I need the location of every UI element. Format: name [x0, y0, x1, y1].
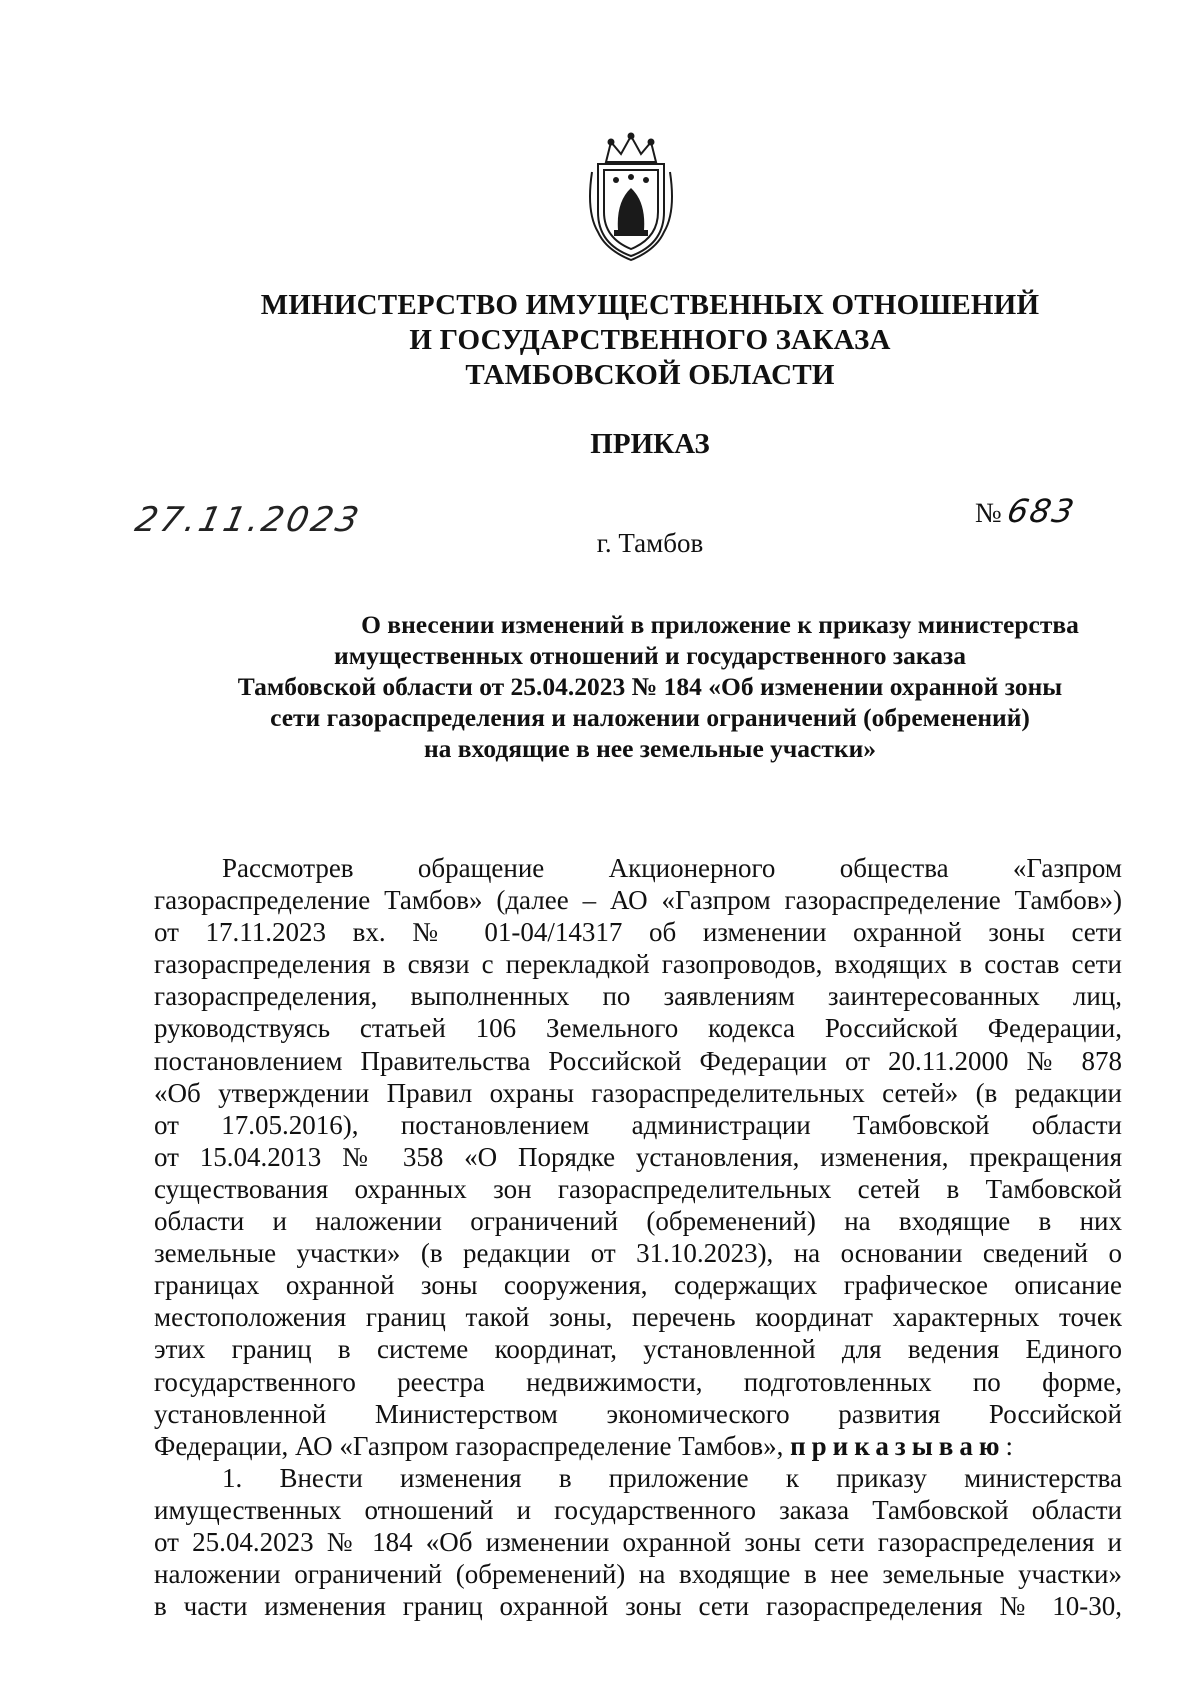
body-line: от 17.11.2023 вх. № 01-04/14317 об изменении охранной зоны сети	[154, 917, 1122, 948]
body-line: земельные участки» (в редакции от 31.10.2023), на основании сведений о	[154, 1238, 1122, 1269]
body-line: постановлением Правительства Российской Федерации от 20.11.2000 № 878	[154, 1045, 1122, 1076]
item-1-line: 1. Внести изменения в приложение к приказу министерства	[222, 1462, 1122, 1493]
heading-line: на входящие в нее земельные участки»	[423, 734, 877, 763]
item-1-line: наложении ограничений (обременений) на входящие в нее земельные участки»	[154, 1559, 1122, 1590]
city: г. Тамбов	[596, 528, 704, 558]
body-line: газораспределения, выполненных по заявлениям заинтересованных лиц,	[154, 981, 1122, 1012]
document-date: 27.11.2023	[131, 500, 365, 540]
number-value: 683	[1003, 492, 1079, 530]
body-line: «Об утверждении Правил охраны газораспределительных сетей» (в редакции	[154, 1077, 1122, 1108]
document-number	[975, 492, 1079, 530]
body-line: установленной Министерством экономического развития Российской	[154, 1398, 1122, 1429]
item-1-line: в части изменения границ охранной зоны сети газораспределения № 10-30,	[154, 1591, 1122, 1622]
body-line: области и наложении ограничений (обременений) на входящие в них	[154, 1206, 1122, 1237]
ministry-name-line: И ГОСУДАРСТВЕННОГО ЗАКАЗА	[409, 324, 891, 356]
order-keyword-suffix: :	[1005, 1430, 1014, 1461]
body-line: от 17.05.2016), постановлением администрации Тамбовской области	[154, 1109, 1122, 1140]
document-heading	[150, 609, 1150, 764]
body-line: руководствуясь статьей 106 Земельного кодекса Российской Федерации,	[154, 1013, 1122, 1044]
item-1-line: имущественных отношений и государственного заказа Тамбовской области	[154, 1494, 1122, 1525]
body-line: местоположения границ такой зоны, перечень координат характерных точек	[154, 1302, 1122, 1333]
heading-line: Тамбовской области от 25.04.2023 № 184 «Об изменении охранной зоны	[237, 672, 1063, 701]
body-line-order-clause	[154, 1430, 1122, 1462]
heading-line: О внесении изменений в приложение к приказу министерства	[361, 610, 1079, 639]
body-line: границах охранной зоны сооружения, содержащих графическое описание	[154, 1270, 1122, 1301]
body-line: существования охранных зон газораспределительных сетей в Тамбовской	[154, 1173, 1122, 1204]
body-line: газораспределение Тамбов» (далее – АО «Газпром газораспределение Тамбов»)	[154, 885, 1122, 916]
coat-of-arms-icon	[576, 132, 686, 262]
body-line: газораспределения в связи с перекладкой газопроводов, входящих в состав сети	[154, 949, 1122, 980]
ministry-name-line: МИНИСТЕРСТВО ИМУЩЕСТВЕННЫХ ОТНОШЕНИЙ	[260, 289, 1040, 321]
ministry-name	[150, 288, 1150, 393]
item-1-line: от 25.04.2023 № 184 «Об изменении охранной зоны сети газораспределения и	[154, 1526, 1122, 1557]
document-type: ПРИКАЗ	[590, 428, 710, 460]
ministry-name-line: ТАМБОВСКОЙ ОБЛАСТИ	[465, 359, 835, 391]
number-sign: №	[975, 498, 1002, 529]
body-line: от 15.04.2013 № 358 «О Порядке установления, изменения, прекращения	[154, 1141, 1122, 1172]
body-line: Рассмотрев обращение Акционерного общества «Газпром	[222, 853, 1122, 883]
body-line: этих границ в системе координат, установленной для ведения Единого	[154, 1334, 1122, 1365]
order-keyword: приказываю	[790, 1430, 1006, 1461]
document-body	[154, 852, 1122, 1622]
heading-line: сети газораспределения и наложении ограничений (обременений)	[270, 703, 1030, 732]
body-line: государственного реестра недвижимости, подготовленных по форме,	[154, 1366, 1122, 1397]
body-last-text: Федерации, АО «Газпром газораспределение Тамбов»,	[154, 1430, 784, 1461]
heading-line: имущественных отношений и государственного заказа	[334, 641, 966, 670]
